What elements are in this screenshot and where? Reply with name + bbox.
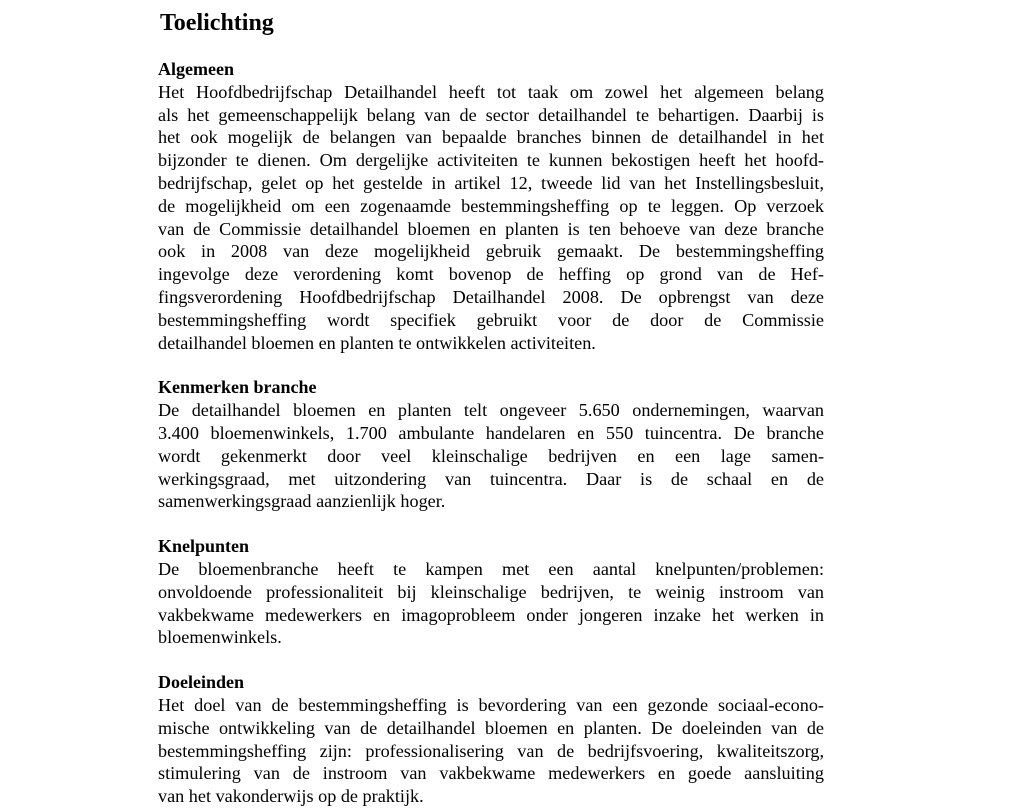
section-heading: Kenmerken branche [158, 377, 317, 398]
paragraph-line: bijzonder te dienen. Om dergelijke activiteiten te kunnen bekostigen heeft het hoofd- [158, 150, 824, 171]
section-doeleinden [158, 671, 824, 808]
document-page [158, 0, 824, 808]
paragraph-line: ingevolge deze verordening komt bovenop de heffing op grond van de Hef- [158, 264, 824, 285]
section-heading: Algemeen [158, 59, 234, 79]
paragraph-line: samenwerkingsgraad aanzienlijk hoger. [158, 491, 446, 512]
paragraph-line: Het Hoofdbedrijfschap Detailhandel heeft tot taak om zowel het algemeen belang [158, 81, 824, 102]
paragraph-line: fingsverordening Hoofdbedrijfschap Detailhandel 2008. De opbrengst van deze [158, 286, 824, 307]
paragraph-line: bedrijfschap, gelet op het gestelde in artikel 12, tweede lid van het Instellingsbesluit, [158, 172, 824, 193]
section-knelpunten [158, 535, 824, 649]
paragraph-line: bestemmingsheffing zijn: professionalisering van de bedrijfsvoering, kwaliteitszorg, [158, 740, 824, 761]
page-title: Toelichting [160, 10, 274, 36]
paragraph-line: De detailhandel bloemen en planten telt ongeveer 5.650 ondernemingen, waarvan [158, 400, 824, 421]
paragraph-line: bloemenwinkels. [158, 627, 282, 648]
paragraph-line: 3.400 bloemenwinkels, 1.700 ambulante handelaren en 550 tuincentra. De branche [158, 422, 824, 443]
paragraph-line: detailhandel bloemen en planten te ontwikkelen activiteiten. [158, 332, 596, 353]
paragraph-line: wordt gekenmerkt door veel kleinschalige bedrijven en een lage samen- [158, 445, 824, 466]
paragraph-line: bestemmingsheffing wordt specifiek gebruikt voor de door de Commissie [158, 309, 824, 330]
paragraph-line: het ook mogelijk de belangen van bepaalde branches binnen de detailhandel in het [158, 127, 824, 148]
paragraph-line: vakbekwame medewerkers en imagoprobleem onder jongeren inzake het werken in [158, 604, 824, 625]
paragraph-line: Het doel van de bestemmingsheffing is bevordering van een gezonde sociaal-econo- [158, 694, 824, 715]
paragraph-line: van het vakonderwijs op de praktijk. [158, 786, 424, 807]
section-heading: Doeleinden [158, 672, 245, 693]
paragraph-line: werkingsgraad, met uitzondering van tuincentra. Daar is de schaal en de [158, 468, 824, 489]
section-kenmerken-branche [158, 376, 824, 513]
paragraph-line: van de Commissie detailhandel bloemen en planten is ten behoeve van deze branche [158, 218, 824, 239]
paragraph-line: de mogelijkheid om een zogenaamde bestemmingsheffing op te leggen. Op verzoek [158, 195, 824, 216]
paragraph-line: onvoldoende professionaliteit bij kleinschalige bedrijven, te weinig instroom van [158, 581, 824, 602]
section-algemeen [158, 58, 824, 354]
paragraph-line: mische ontwikkeling van de detailhandel bloemen en planten. De doeleinden van de [158, 717, 824, 738]
paragraph-line: De bloemenbranche heeft te kampen met een aantal knelpunten/problemen: [158, 558, 824, 579]
paragraph-line: ook in 2008 van deze mogelijkheid gebruik gemaakt. De bestemmingsheffing [158, 241, 824, 262]
paragraph-line: stimulering van de instroom van vakbekwame medewerkers en goede aansluiting [158, 763, 824, 784]
paragraph-line: als het gemeenschappelijk belang van de sector detailhandel te behartigen. Daarbij is [158, 104, 824, 125]
section-heading: Knelpunten [158, 536, 250, 557]
